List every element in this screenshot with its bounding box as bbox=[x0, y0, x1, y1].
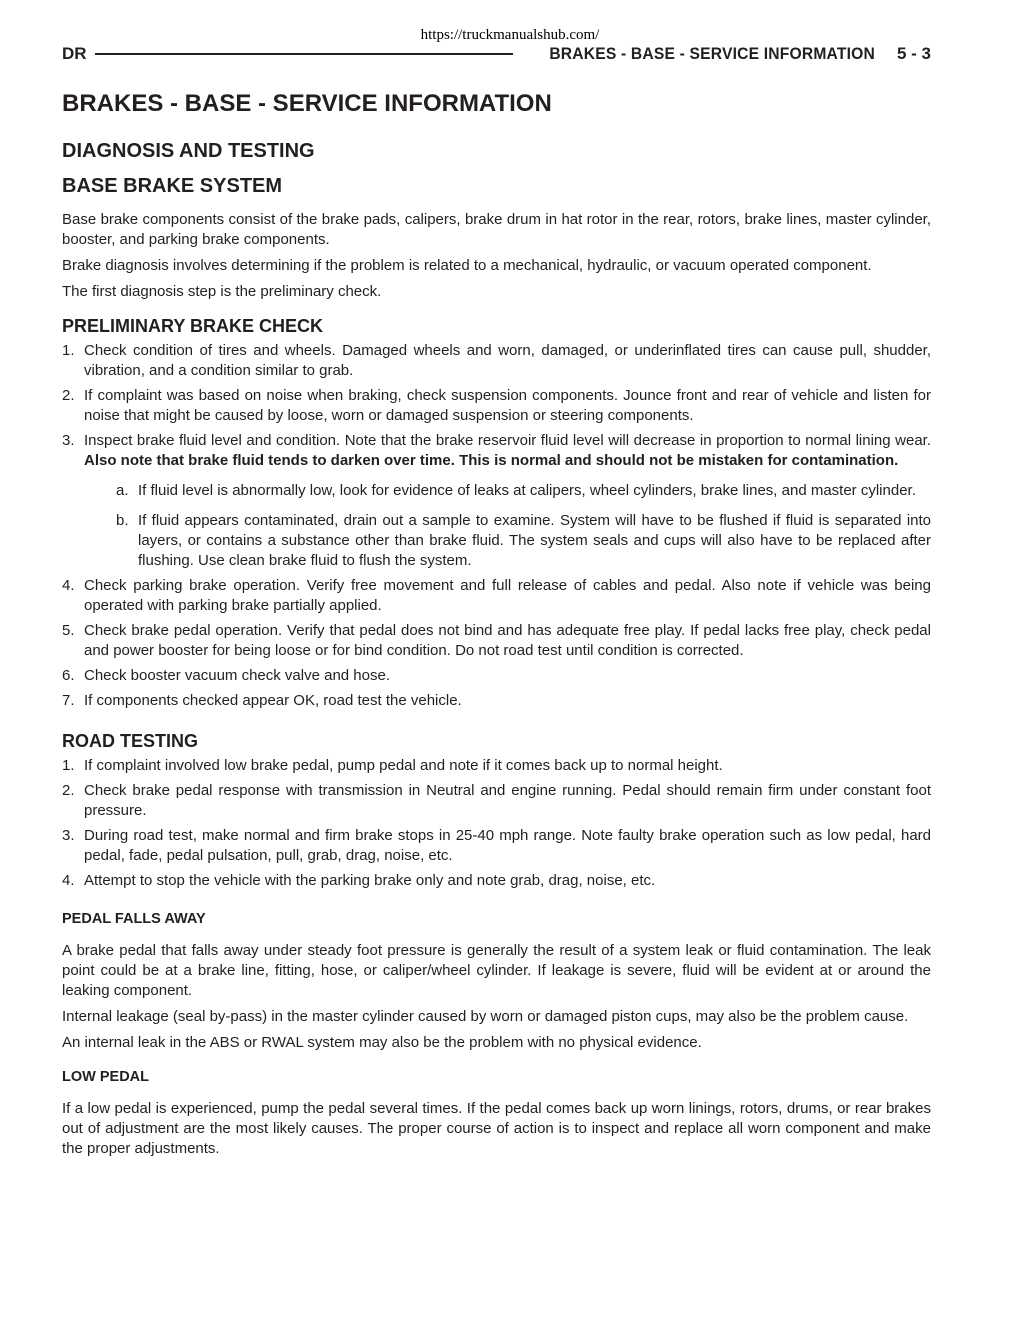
list-number: 3. bbox=[62, 827, 75, 844]
list-item-text: Check parking brake operation. Verify free movement and full release of cables and pedal. Also note if vehicle was being operated with parking brake partially applied. bbox=[84, 577, 931, 614]
list-number: 4. bbox=[62, 577, 75, 594]
paragraph: If a low pedal is experienced, pump the pedal several times. If the pedal comes back up worn linings, rotors, drums, or rear brakes out of adjustment are the most likely causes. The proper course of action is to inspect and replace all worn component and make the proper adjustments. bbox=[62, 1100, 931, 1157]
list-number: 3. bbox=[62, 432, 75, 449]
list-number: 2. bbox=[62, 387, 75, 404]
list-item bbox=[62, 341, 931, 381]
list-item bbox=[62, 386, 931, 426]
page-title: BRAKES - BASE - SERVICE INFORMATION bbox=[62, 90, 552, 117]
list-item bbox=[62, 756, 931, 776]
list-item-text: If components checked appear OK, road test the vehicle. bbox=[84, 692, 462, 709]
sublist-item-text: If fluid appears contaminated, drain out a sample to examine. System will have to be flushed if fluid is separated into layers, or contains a substance other than brake fluid. The system seals and cups will also have to be replaced after flushing. Use clean brake fluid to flush the system. bbox=[138, 512, 931, 569]
list-item-text: Attempt to stop the vehicle with the parking brake only and note grab, drag, noise, etc. bbox=[84, 872, 656, 889]
list-item-text: Check condition of tires and wheels. Damaged wheels and worn, damaged, or underinflated tires can cause pull, shudder, vibration, and a condition similar to grab. bbox=[84, 342, 931, 379]
page-content bbox=[62, 90, 931, 1165]
paragraph: A brake pedal that falls away under steady foot pressure is generally the result of a system leak or fluid contamination. The leak point could be at a brake line, fitting, hose, or caliper/wheel cylinder. If leakage is severe, fluid will be evident at or around the leaking component. bbox=[62, 942, 931, 999]
list-item-text: If complaint was based on noise when braking, check suspension components. Jounce front and rear of vehicle and listen for noise that might be caused by loose, worn or damaged suspension or steering components. bbox=[84, 387, 931, 424]
list-item bbox=[62, 826, 931, 866]
running-header bbox=[62, 42, 931, 66]
paragraph: Brake diagnosis involves determining if the problem is related to a mechanical, hydraulic, or vacuum operated component. bbox=[62, 257, 872, 274]
sublist-letter: b. bbox=[116, 512, 129, 529]
fluid-sublist bbox=[116, 481, 931, 571]
section-heading-road-testing: ROAD TESTING bbox=[62, 731, 199, 751]
list-item-text: Check brake pedal response with transmission in Neutral and engine running. Pedal should remain firm under constant foot pressure. bbox=[84, 782, 931, 819]
list-number: 6. bbox=[62, 667, 75, 684]
list-number: 1. bbox=[62, 757, 75, 774]
subsection-heading-low-pedal: LOW PEDAL bbox=[62, 1069, 149, 1085]
sublist-item bbox=[116, 481, 931, 501]
subsection-heading-pedal-falls-away: PEDAL FALLS AWAY bbox=[62, 911, 206, 927]
list-item-text: During road test, make normal and firm brake stops in 25-40 mph range. Note faulty brake operation such as low pedal, hard pedal, fade, pedal pulsation, pull, grab, drag, noise, etc. bbox=[84, 827, 931, 864]
list-number: 1. bbox=[62, 342, 75, 359]
list-item bbox=[62, 666, 931, 686]
list-number: 5. bbox=[62, 622, 75, 639]
paragraph: An internal leak in the ABS or RWAL system may also be the problem with no physical evidence. bbox=[62, 1034, 702, 1051]
paragraph: Internal leakage (seal by-pass) in the master cylinder caused by worn or damaged piston cups, may also be the problem cause. bbox=[62, 1008, 909, 1025]
header-section-code: DR bbox=[62, 44, 87, 63]
list-item-text: Inspect brake fluid level and condition. Note that the brake reservoir fluid level will decrease in proportion to normal lining wear. bbox=[84, 432, 931, 449]
paragraph: Base brake components consist of the brake pads, calipers, brake drum in hat rotor in the rear, rotors, brake lines, master cylinder, booster, and parking brake components. bbox=[62, 211, 931, 248]
list-item bbox=[62, 781, 931, 821]
section-heading-diagnosis: DIAGNOSIS AND TESTING bbox=[62, 140, 315, 162]
list-item bbox=[62, 871, 931, 891]
section-heading-preliminary-check: PRELIMINARY BRAKE CHECK bbox=[62, 316, 324, 336]
sublist-letter: a. bbox=[116, 482, 129, 499]
list-item-text: If complaint involved low brake pedal, pump pedal and note if it comes back up to normal height. bbox=[84, 757, 723, 774]
list-item bbox=[62, 621, 931, 661]
road-testing-list bbox=[62, 756, 931, 891]
list-item bbox=[62, 431, 931, 571]
section-heading-base-brake-system: BASE BRAKE SYSTEM bbox=[62, 175, 283, 197]
sublist-item-text: If fluid level is abnormally low, look for evidence of leaks at calipers, wheel cylinders, brake lines, and master cylinder. bbox=[138, 482, 916, 499]
list-number: 4. bbox=[62, 872, 75, 889]
paragraph: The first diagnosis step is the preliminary check. bbox=[62, 283, 382, 300]
list-number: 7. bbox=[62, 692, 75, 709]
list-item bbox=[62, 691, 931, 711]
sublist-item bbox=[116, 511, 931, 571]
list-number: 2. bbox=[62, 782, 75, 799]
header-rule bbox=[95, 53, 513, 55]
preliminary-check-list bbox=[62, 341, 931, 711]
source-url: https://truckmanualshub.com/ bbox=[420, 27, 600, 43]
list-item-text: Check brake pedal operation. Verify that pedal does not bind and has adequate free play. If pedal lacks free play, check pedal and power booster for being loose or for bind condition. Do not road test until condition is corrected. bbox=[84, 622, 931, 659]
list-item-text: Check booster vacuum check valve and hose. bbox=[84, 667, 390, 684]
header-title: BRAKES - BASE - SERVICE INFORMATION bbox=[549, 44, 875, 63]
list-item-bold-note: Also note that brake fluid tends to darken over time. This is normal and should not be mistaken for contamination. bbox=[84, 452, 899, 469]
list-item bbox=[62, 576, 931, 616]
page-number: 5 - 3 bbox=[896, 44, 931, 63]
